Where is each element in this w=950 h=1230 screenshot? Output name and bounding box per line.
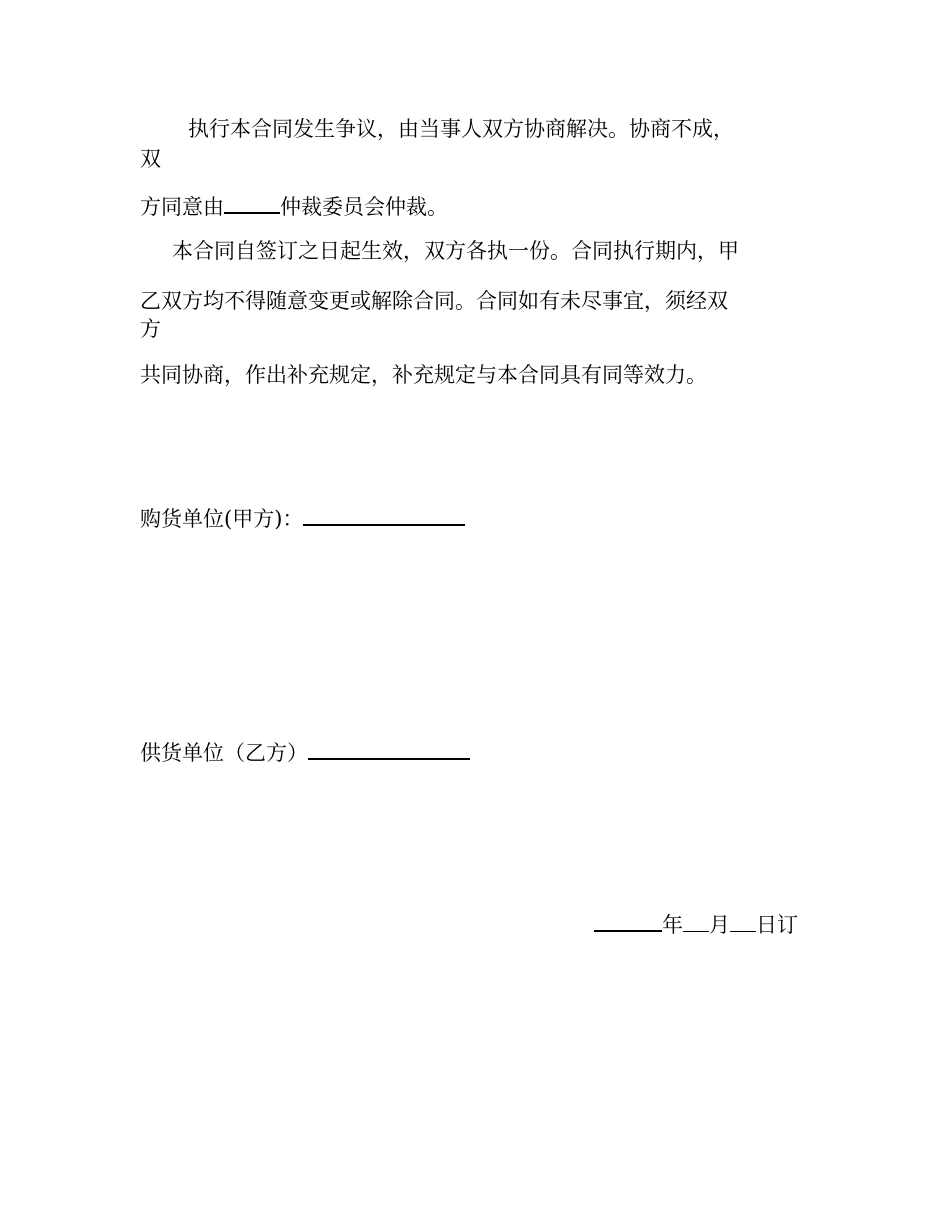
month-label: 月 — [709, 913, 730, 937]
paragraph-effect-line-2: 乙双方均不得随意变更或解除合同。合同如有未尽事宜，须经双 — [140, 289, 728, 313]
paragraph-dispute-line-2 — [140, 192, 448, 220]
day-label: 日订 — [756, 913, 798, 937]
paragraph-effect-wrap: 方 — [140, 317, 161, 341]
buyer-signature-line — [140, 504, 465, 532]
day-blank — [730, 911, 756, 932]
buyer-signature-blank — [303, 504, 465, 526]
arbitration-body-blank — [224, 192, 280, 214]
month-blank — [683, 911, 709, 932]
arbitration-suffix: 仲裁委员会仲裁。 — [280, 195, 448, 219]
supplier-label: 供货单位（乙方） — [140, 741, 308, 765]
supplier-signature-line — [140, 738, 470, 766]
year-label: 年 — [662, 913, 683, 937]
supplier-signature-blank — [308, 738, 470, 760]
paragraph-effect-line-1: 本合同自签订之日起生效，双方各执一份。合同执行期内，甲 — [172, 239, 739, 263]
year-blank — [594, 910, 662, 932]
paragraph-effect-line-3: 共同协商，作出补充规定，补充规定与本合同具有同等效力。 — [140, 363, 707, 387]
signing-date — [594, 910, 798, 938]
paragraph-dispute-line-1: 执行本合同发生争议，由当事人双方协商解决。协商不成， — [188, 117, 734, 141]
paragraph-dispute-wrap: 双 — [140, 147, 161, 171]
buyer-label: 购货单位(甲方)： — [140, 507, 304, 531]
arbitration-prefix: 方同意由 — [140, 195, 224, 219]
